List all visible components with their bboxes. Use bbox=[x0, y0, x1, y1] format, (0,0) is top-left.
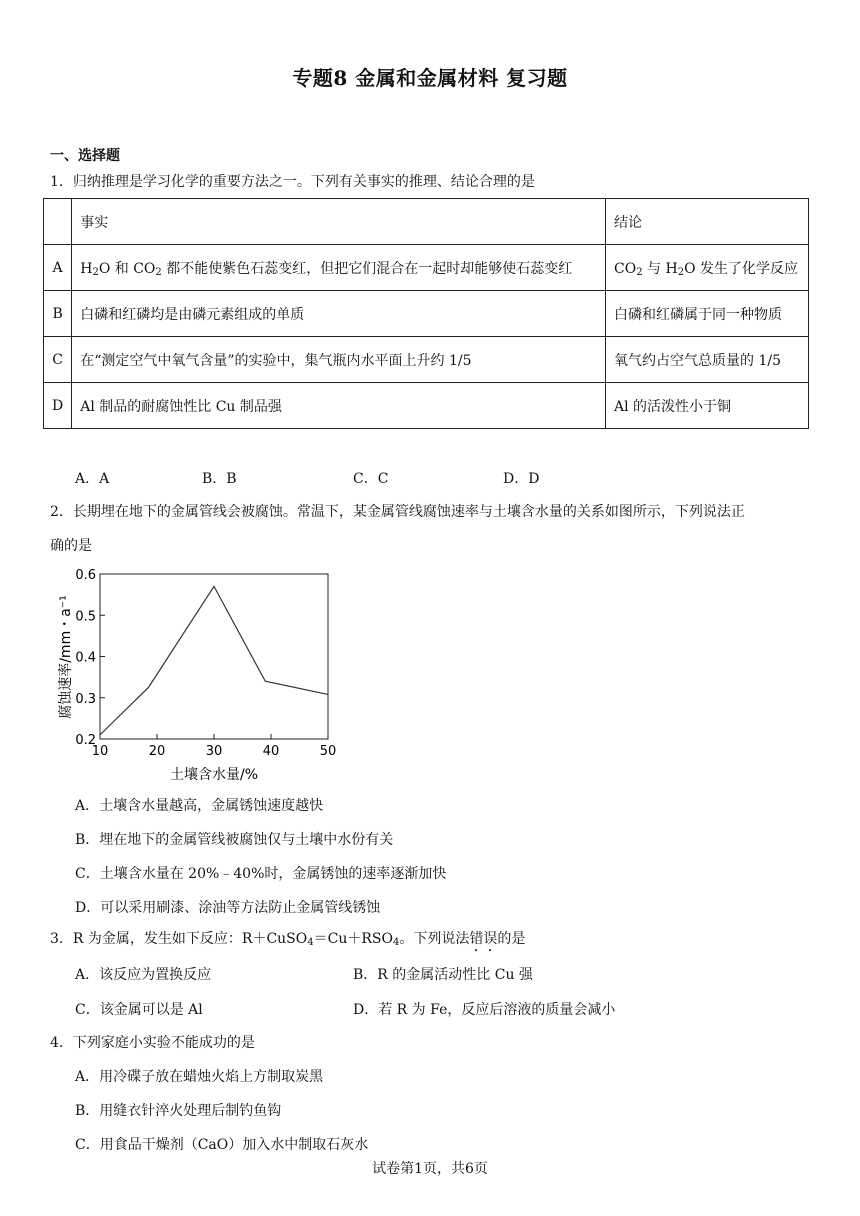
fact-cell: 在“测定空气中氧气含量”的实验中，集气瓶内水平面上升约 1/5 bbox=[72, 337, 606, 383]
q2-option-d[interactable]: D．可以采用刷漆、涂油等方法防止金属管线锈蚀 bbox=[75, 900, 381, 916]
q4-stem: 4．下列家庭小实验不能成功的是 bbox=[50, 1035, 255, 1051]
q2-stem-line1: 2．长期埋在地下的金属管线会被腐蚀。常温下，某金属管线腐蚀速率与土壤含水量的关系如图所示，下列说法正 bbox=[50, 504, 745, 520]
axis-ticks bbox=[75, 568, 336, 759]
y-tick-label: 0.4 bbox=[75, 650, 96, 666]
option-c[interactable]: C．C bbox=[353, 471, 389, 487]
x-tick-label: 20 bbox=[148, 744, 166, 759]
corrosion-chart bbox=[50, 562, 350, 787]
row-key: C bbox=[44, 337, 72, 383]
option-b[interactable]: B．B bbox=[202, 471, 237, 487]
fact-cell: 白磷和红磷均是由磷元素组成的单质 bbox=[72, 291, 606, 337]
section-heading: 一、选择题 bbox=[50, 148, 120, 164]
conclusion-cell: 白磷和红磷属于同一种物质 bbox=[606, 291, 809, 337]
option-a[interactable]: A．A bbox=[75, 471, 110, 487]
q4-option-b[interactable]: B．用缝衣针淬火处理后制钓鱼钩 bbox=[75, 1103, 282, 1119]
q2-option-a[interactable]: A．土壤含水量越高，金属锈蚀速度越快 bbox=[75, 798, 324, 814]
table-cell bbox=[44, 199, 72, 245]
option-d[interactable]: D．D bbox=[503, 471, 540, 487]
x-tick-label: 30 bbox=[205, 744, 223, 759]
table-row bbox=[44, 337, 809, 383]
q2-option-c[interactable]: C．土壤含水量在 20%﹣40%时，金属锈蚀的速率逐渐加快 bbox=[75, 866, 447, 882]
x-tick-label: 50 bbox=[319, 744, 337, 759]
plot-frame bbox=[100, 574, 328, 739]
q3-option-a[interactable]: A．该反应为置换反应 bbox=[75, 967, 212, 983]
q4-option-c[interactable]: C．用食品干燥剂（CaO）加入水中制取石灰水 bbox=[75, 1137, 369, 1153]
y-tick-label: 0.6 bbox=[75, 568, 96, 583]
y-tick-label: 0.5 bbox=[75, 609, 96, 625]
fact-header: 事实 bbox=[72, 199, 606, 245]
x-tick-label: 40 bbox=[262, 744, 280, 759]
q1-stem: 1．归纳推理是学习化学的重要方法之一。下列有关事实的推理、结论合理的是 bbox=[50, 174, 535, 190]
q1-table bbox=[43, 198, 809, 429]
x-tick-label: 10 bbox=[91, 744, 109, 759]
conclusion-cell: $CO_2$ 与 $H_2O$ 发生了化学反应 bbox=[606, 245, 809, 291]
table-row bbox=[44, 291, 809, 337]
series-line bbox=[100, 586, 328, 735]
page-title: 专题8 金属和金属材料 复习题 bbox=[292, 66, 568, 90]
fact-cell: $H_2O$ 和 $CO_2$ 都不能使紫色石蕊变红，但把它们混合在一起时却能够使石蕊变红 bbox=[72, 245, 606, 291]
x-axis-label: 土壤含水量/% bbox=[169, 767, 259, 783]
row-key: B bbox=[44, 291, 72, 337]
table-row bbox=[44, 245, 809, 291]
conclusion-cell: Al 的活泼性小于铜 bbox=[606, 383, 809, 429]
y-tick-label: 0.2 bbox=[75, 733, 96, 748]
q3-option-c[interactable]: C．该金属可以是 Al bbox=[75, 1002, 203, 1018]
q3-option-b[interactable]: B．R 的金属活动性比 Cu 强 bbox=[353, 967, 533, 983]
y-axis-label: 腐蚀速率/mm・a⁻¹ bbox=[58, 595, 74, 719]
table-row bbox=[44, 383, 809, 429]
q2-option-b[interactable]: B．埋在地下的金属管线被腐蚀仅与土壤中水份有关 bbox=[75, 832, 394, 848]
q3-option-d[interactable]: D．若 R 为 Fe，反应后溶液的质量会减小 bbox=[353, 1002, 616, 1018]
conclusion-header: 结论 bbox=[606, 199, 809, 245]
row-key: D bbox=[44, 383, 72, 429]
q2-stem-line2: 确的是 bbox=[50, 538, 92, 554]
conclusion-cell: 氧气约占空气总质量的 1/5 bbox=[606, 337, 809, 383]
page-footer: 试卷第1页，共6页 bbox=[372, 1161, 488, 1177]
q4-option-a[interactable]: A．用冷碟子放在蜡烛火焰上方制取炭黑 bbox=[75, 1069, 324, 1085]
fact-cell: Al 制品的耐腐蚀性比 Cu 制品强 bbox=[72, 383, 606, 429]
table-row bbox=[44, 199, 809, 245]
q3-stem: 3．R 为金属，发生如下反应：$R+CuSO_4=Cu+RSO_4$。下列说法错误的是 bbox=[50, 931, 526, 948]
y-tick-label: 0.3 bbox=[75, 691, 96, 707]
emphasis-text: 错误 bbox=[469, 931, 498, 947]
row-key: A bbox=[44, 245, 72, 291]
